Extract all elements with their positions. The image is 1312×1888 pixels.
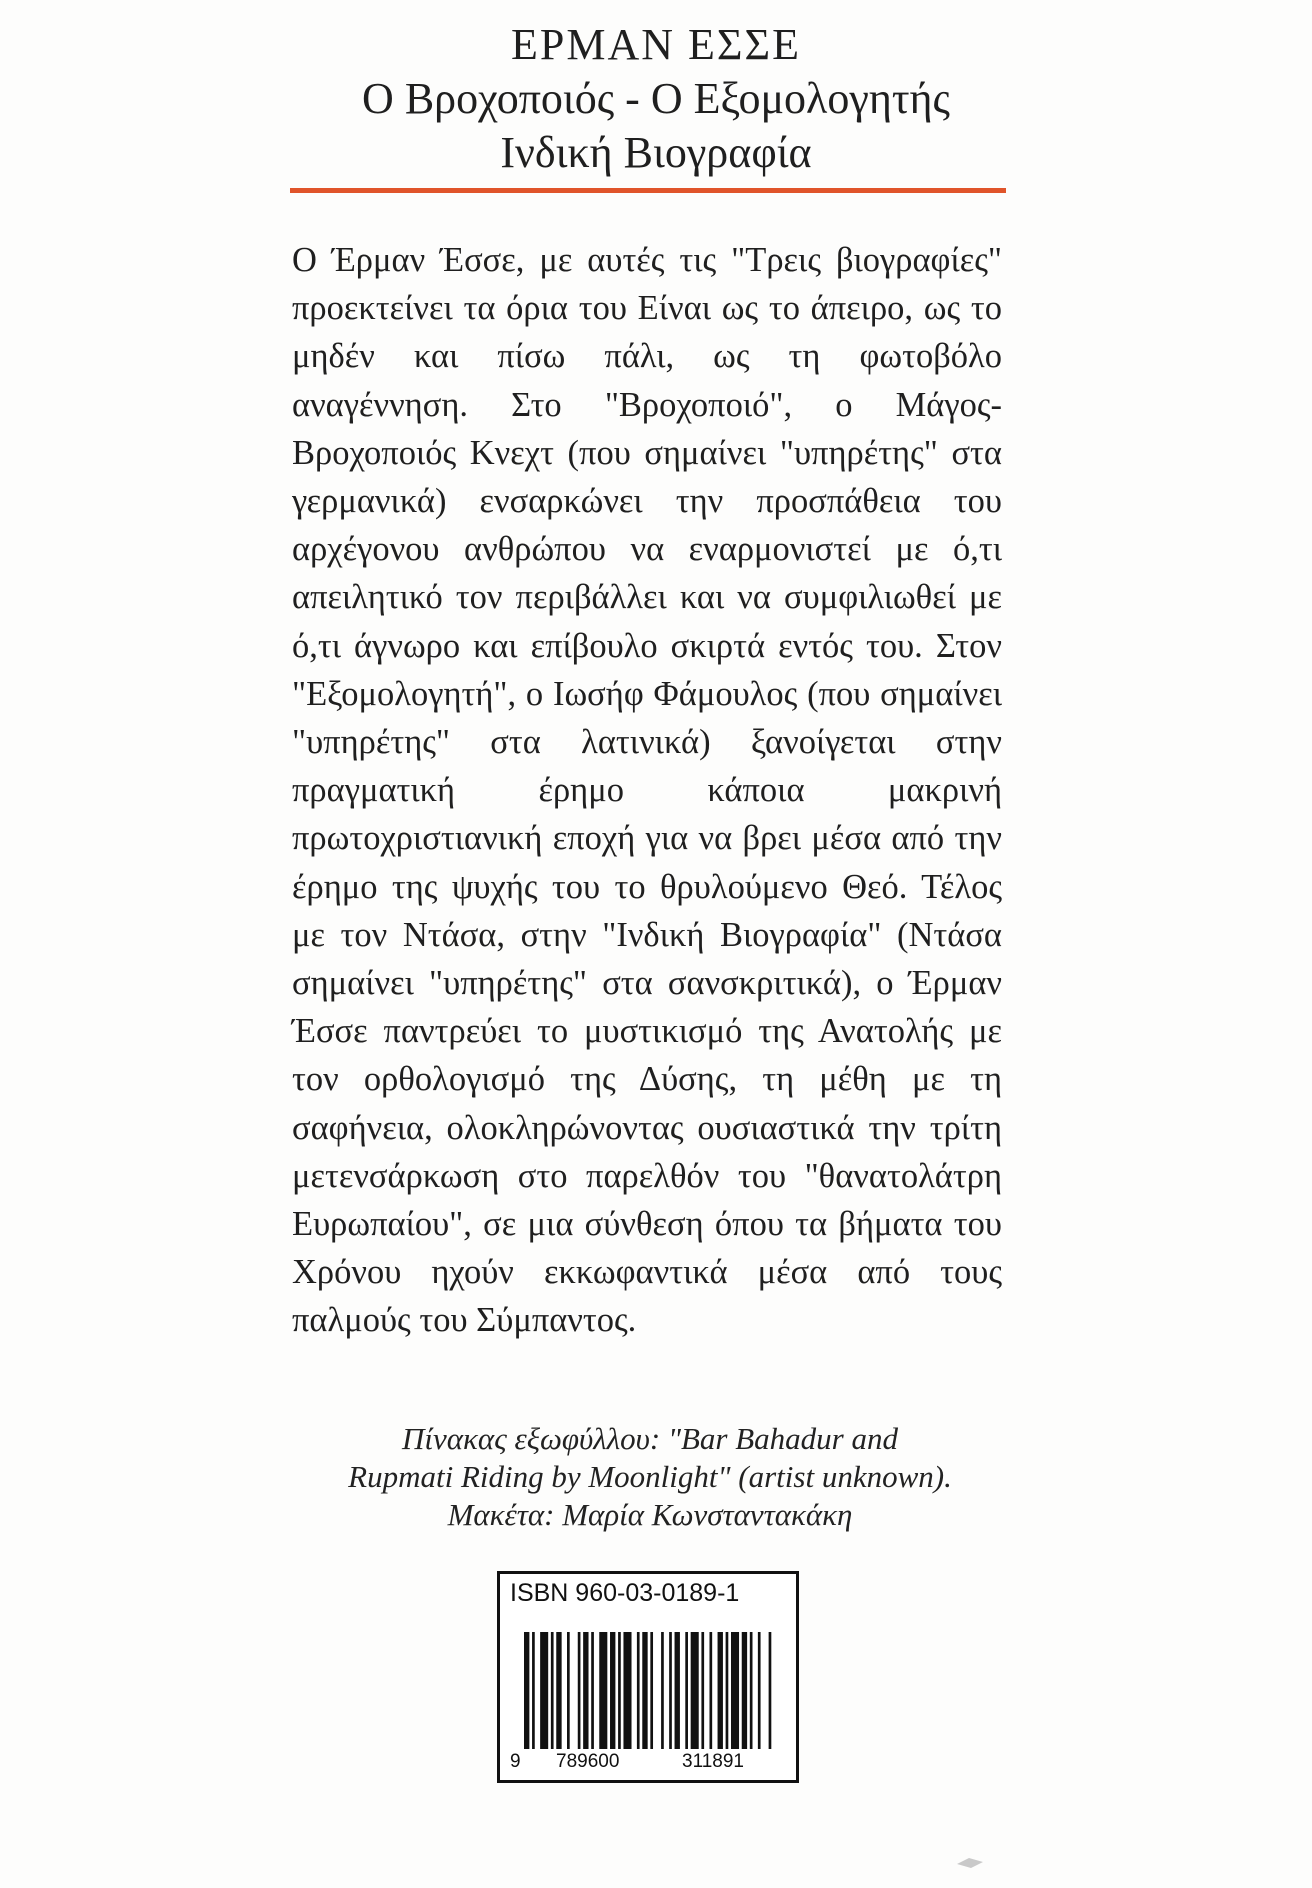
- orange-divider: [290, 188, 1006, 193]
- cover-credit-line-1: Πίνακας εξωφύλλου: "Bar Bahadur and: [402, 1421, 898, 1456]
- layout-credit: Μακέτα: Μαρία Κωνσταντακάκη: [447, 1497, 853, 1532]
- scuff-mark-icon: [955, 1856, 985, 1870]
- barcode-digit-lead: 9: [510, 1751, 521, 1772]
- cover-header: [0, 18, 1312, 180]
- isbn-label: ISBN 960-03-0189-1: [510, 1579, 740, 1607]
- barcode-digits: [506, 1749, 790, 1777]
- barcode-icon: [524, 1632, 774, 1752]
- author-name: ΕΡΜΑΝ ΕΣΣΕ: [511, 20, 801, 69]
- blurb-paragraph: Ο Έρμαν Έσσε, με αυτές τις "Τρεις βιογραφίες" προεκτείνει τα όρια του Είναι ως το άπειρο, ως το μηδέν και πίσω πάλι, ως τη φωτοβόλο αναγέννηση. Στο "Βροχοποιό", ο Μάγος-Βροχοποιός Κνεχτ (που σημαίνει "υπηρέτης" στα γερμανικά) ενσαρκώνει την προσπάθεια του αρχέγονου ανθρώπου να εναρμονιστεί με ό,τι απειλητικό τον περιβάλλει και να συμφιλιωθεί με ό,τι άγνωρο και επίβουλο σκιρτά εντός του. Στον "Εξομολογητή", ο Ιωσήφ Φάμουλος (που σημαίνει "υπηρέτης" στα λατινικά) ξανοίγεται στην πραγματική έρημο κάποια μακρινή πρωτοχριστιανική εποχή για να βρει μέσα από την έρημο της ψυχής του το θρυλούμενο Θεό. Τέλος με τον Ντάσα, στην "Ινδική Βιογραφία" (Ντάσα σημαίνει "υπηρέτης" στα σανσκριτικά), ο Έρμαν Έσσε παντρεύει το μυστικισμό της Ανατολής με τον ορθολογισμό της Δύσης, τη μέθη με τη σαφήνεια, ολοκληρώνοντας ουσιαστικά την τρίτη μετενσάρκωση στο παρελθόν του "θανατολάτρη Ευρωπαίου", σε μια σύνθεση όπου τα βήματα του Χρόνου ηχούν εκκωφαντικά μέσα από τους παλμούς του Σύμπαντος.: [292, 241, 1002, 1340]
- barcode-digits-left: 789600: [556, 1751, 620, 1772]
- cover-credit-line-2: Rupmati Riding by Moonlight" (artist unknown).: [348, 1459, 952, 1494]
- barcode-digits-right: 311891: [682, 1751, 744, 1772]
- credits-block: [250, 1420, 1050, 1534]
- book-title: Ο Βροχοποιός - Ο Εξομολογητής: [362, 74, 950, 123]
- isbn-barcode-box: [497, 1571, 799, 1783]
- book-subtitle: Ινδική Βιογραφία: [500, 128, 812, 177]
